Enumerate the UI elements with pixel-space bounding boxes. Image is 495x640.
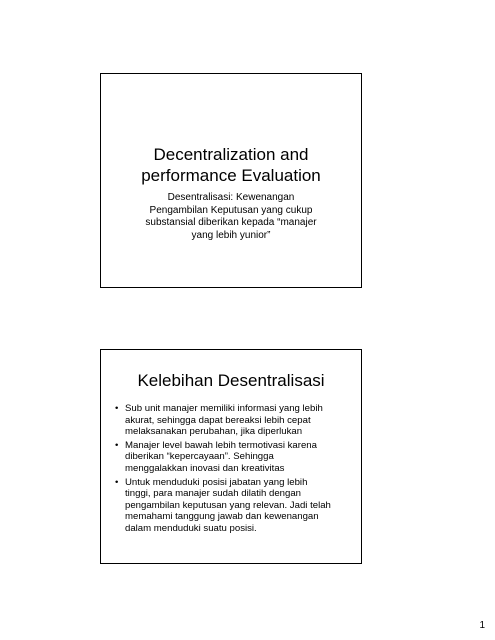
bullet-line: diberikan “kepercayaan”. Sehingga	[125, 451, 274, 463]
slide-1-subtitle	[101, 192, 361, 242]
slide-1-title-line: performance Evaluation	[141, 166, 321, 185]
slide-1-subtitle-line: Desentralisasi: Kewenangan	[167, 192, 295, 203]
bullet-item	[115, 477, 351, 535]
slide-1-title-line: Decentralization and	[153, 145, 309, 164]
slide-1-subtitle-line: yang lebih yunior”	[191, 229, 271, 241]
bullet-item	[115, 403, 351, 438]
bullet-line: melaksanakan perubahan, jika diperlukan	[125, 426, 303, 438]
bullet-line: Untuk menduduki posisi jabatan yang lebih	[125, 476, 308, 488]
bullet-list	[115, 403, 351, 537]
slide-decentralization-title	[100, 73, 362, 288]
page-number: 1	[479, 620, 485, 631]
bullet-line: Manajer level bawah lebih termotivasi karena	[125, 439, 317, 451]
slide-1-subtitle-line: Pengambilan Keputusan yang cukup	[149, 204, 313, 216]
slide-kelebihan-desentralisasi	[100, 349, 362, 564]
bullet-line: pengambilan keputusan yang relevan. Jadi telah	[125, 499, 331, 511]
bullet-dot: •	[115, 439, 119, 451]
bullet-line: Sub unit manajer memiliki informasi yang lebih	[125, 403, 323, 414]
slide-2-title: Kelebihan Desentralisasi	[137, 371, 325, 390]
bullet-dot: •	[115, 476, 119, 488]
bullet-line: dalam menduduki suatu posisi.	[125, 522, 257, 534]
slide-1-title	[101, 144, 361, 186]
bullet-line: memahami tanggung jawab dan kewenangan	[125, 511, 319, 523]
bullet-line: tinggi, para manajer sudah dilatih dengan	[125, 488, 302, 500]
bullet-item	[115, 440, 351, 475]
bullet-line: menggalakkan inovasi dan kreativitas	[125, 462, 285, 474]
bullet-line: akurat, sehingga dapat bereaksi lebih cepat	[125, 414, 311, 426]
slide-1-subtitle-line: substansial diberikan kepada “manajer	[145, 217, 317, 228]
bullet-dot: •	[115, 403, 119, 414]
